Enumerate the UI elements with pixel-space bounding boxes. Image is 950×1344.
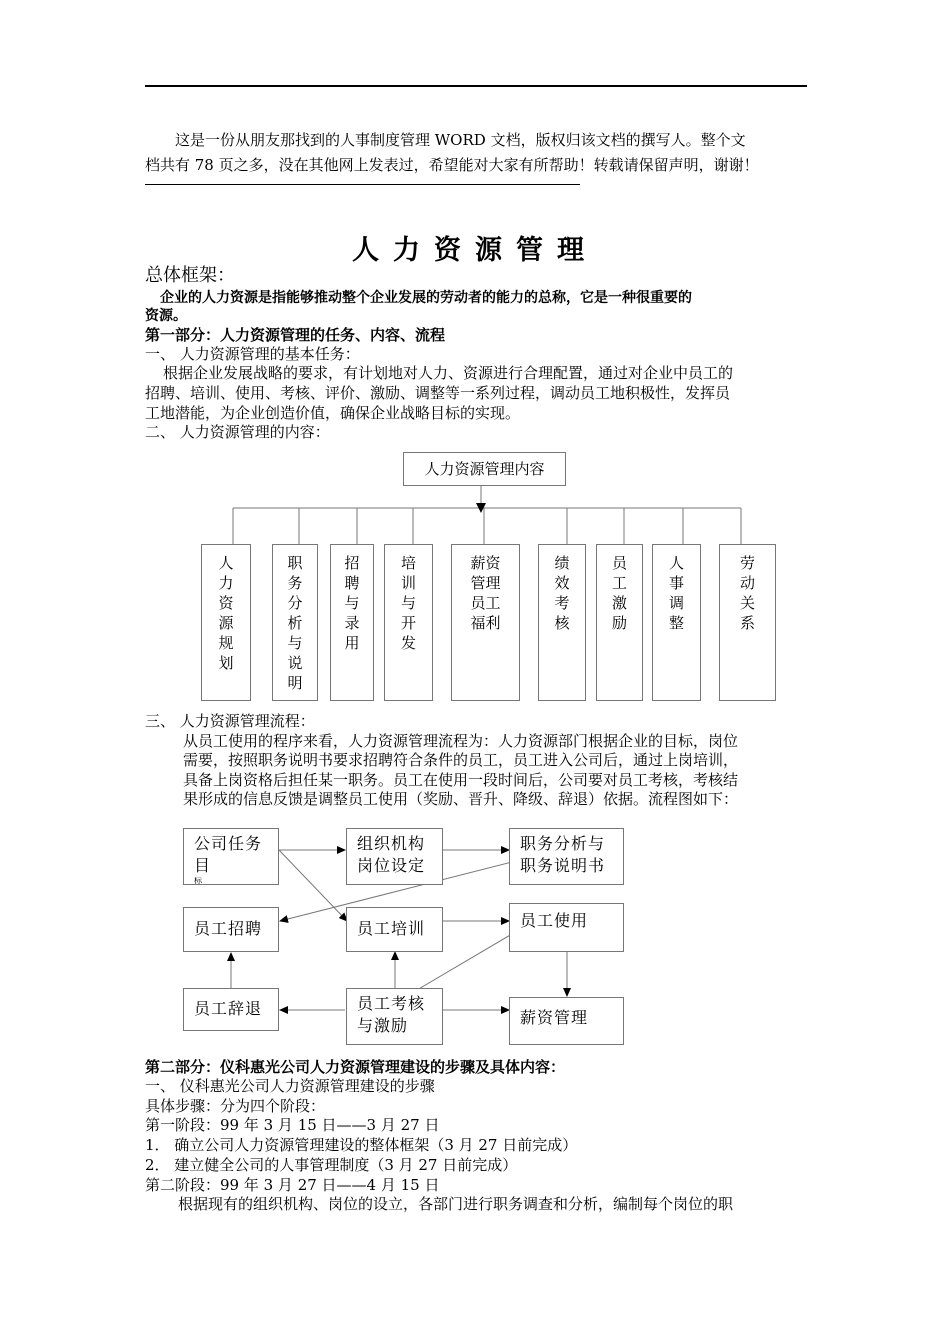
content-item-salary-benefits: 薪资管理员工福利 bbox=[451, 544, 520, 701]
content-item-recruitment: 招聘与录用 bbox=[330, 544, 374, 701]
content-item-labor-relations: 劳动关系 bbox=[719, 544, 776, 701]
part1-s3-heading: 三、 人力资源管理流程： bbox=[145, 712, 315, 730]
overview-line-2: 资源。 bbox=[145, 308, 187, 324]
part2-item-1: 1． 确立公司人力资源管理建设的整体框架（3 月 27 日前完成） bbox=[145, 1136, 578, 1154]
part2-stage-2: 第二阶段：99 年 3 月 27 日——4 月 15 日 bbox=[145, 1176, 440, 1194]
part1-s3-line-4: 果形成的信息反馈是调整员工使用（奖励、晋升、降级、辞退）依据。流程图如下： bbox=[183, 790, 739, 808]
content-item-motivation: 员工激励 bbox=[596, 544, 643, 701]
flow-dismiss-box: 员工辞退 bbox=[183, 988, 279, 1031]
part1-s3-line-2: 需要，按照职务说明书要求招聘符合条件的员工，员工进入公司后，通过上岗培训， bbox=[183, 751, 739, 769]
part2-steps-intro: 具体步骤：分为四个阶段： bbox=[145, 1097, 326, 1115]
part1-s1-heading: 一、 人力资源管理的基本任务： bbox=[145, 345, 360, 363]
part2-stage-2-line-1: 根据现有的组织机构、岗位的设立，各部门进行职务调查和分析，编制每个岗位的职 bbox=[178, 1195, 734, 1213]
part2-heading: 第二部分：仪科惠光公司人力资源管理建设的步骤及具体内容： bbox=[145, 1058, 566, 1076]
flow-org-box: 组织机构岗位设定 bbox=[346, 828, 443, 885]
overview-line-1: 企业的人力资源是指能够推动整个企业发展的劳动者的能力的总称，它是一种很重要的 bbox=[160, 290, 692, 306]
content-item-adjustment: 人事调整 bbox=[652, 544, 701, 701]
content-root-box: 人力资源管理内容 bbox=[403, 452, 566, 486]
flow-job-analysis-box: 职务分析与职务说明书 bbox=[509, 828, 624, 885]
part1-s1-line-2: 招聘、培训、使用、考核、评价、激励、调整等一系列过程，调动员工地积极性，发挥员 bbox=[145, 384, 731, 402]
flow-appraisal-box: 员工考核与激励 bbox=[346, 988, 443, 1045]
part2-stage-1: 第一阶段：99 年 3 月 15 日——3 月 27 日 bbox=[145, 1116, 440, 1134]
flow-task-box bbox=[183, 828, 279, 885]
overview-heading: 总体框架： bbox=[145, 265, 235, 286]
intro-line-1: 这是一份从朋友那找到的人事制度管理 WORD 文档，版权归该文档的撰写人。整个文 bbox=[175, 131, 746, 149]
part1-s1-line-1: 根据企业发展战略的要求，有计划地对人力、资源进行合理配置，通过对企业中员工的 bbox=[163, 364, 734, 382]
intro-line-2: 档共有 78 页之多，没在其他网上发表过，希望能对大家有所帮助！转载请保留声明，谢谢！ bbox=[145, 156, 759, 174]
flow-recruit-box: 员工招聘 bbox=[183, 907, 279, 952]
part2-s1-heading: 一、 仪科惠光公司人力资源管理建设的步骤 bbox=[145, 1077, 435, 1095]
content-item-training: 培训与开发 bbox=[384, 544, 433, 701]
content-item-hr-planning: 人力资源规划 bbox=[201, 544, 251, 701]
part1-s1-line-3: 工地潜能，为企业创造价值，确保企业战略目标的实现。 bbox=[145, 404, 521, 422]
part1-s2-heading: 二、 人力资源管理的内容： bbox=[145, 423, 330, 441]
flow-task-label: 公司任务目 bbox=[194, 834, 263, 875]
flow-salary-box: 薪资管理 bbox=[509, 997, 624, 1045]
flow-training-box: 员工培训 bbox=[346, 907, 443, 952]
part2-item-2: 2． 建立健全公司的人事管理制度（3 月 27 日前完成） bbox=[145, 1156, 518, 1174]
flow-use-box: 员工使用 bbox=[509, 903, 624, 952]
part1-s3-line-3: 具备上岗资格后担任某一职务。员工在使用一段时间后，公司要对员工考核，考核结 bbox=[183, 771, 739, 789]
content-item-performance: 绩效考核 bbox=[538, 544, 586, 701]
content-item-job-analysis: 职务分析与说明 bbox=[272, 544, 318, 701]
part1-heading: 第一部分：人力资源管理的任务、内容、流程 bbox=[145, 326, 446, 344]
page-title: 人力资源管理 bbox=[352, 235, 598, 266]
part1-s3-line-1: 从员工使用的程序来看，人力资源管理流程为：人力资源部门根据企业的目标，岗位 bbox=[183, 732, 739, 750]
flow-task-mark: 标 bbox=[194, 877, 203, 885]
